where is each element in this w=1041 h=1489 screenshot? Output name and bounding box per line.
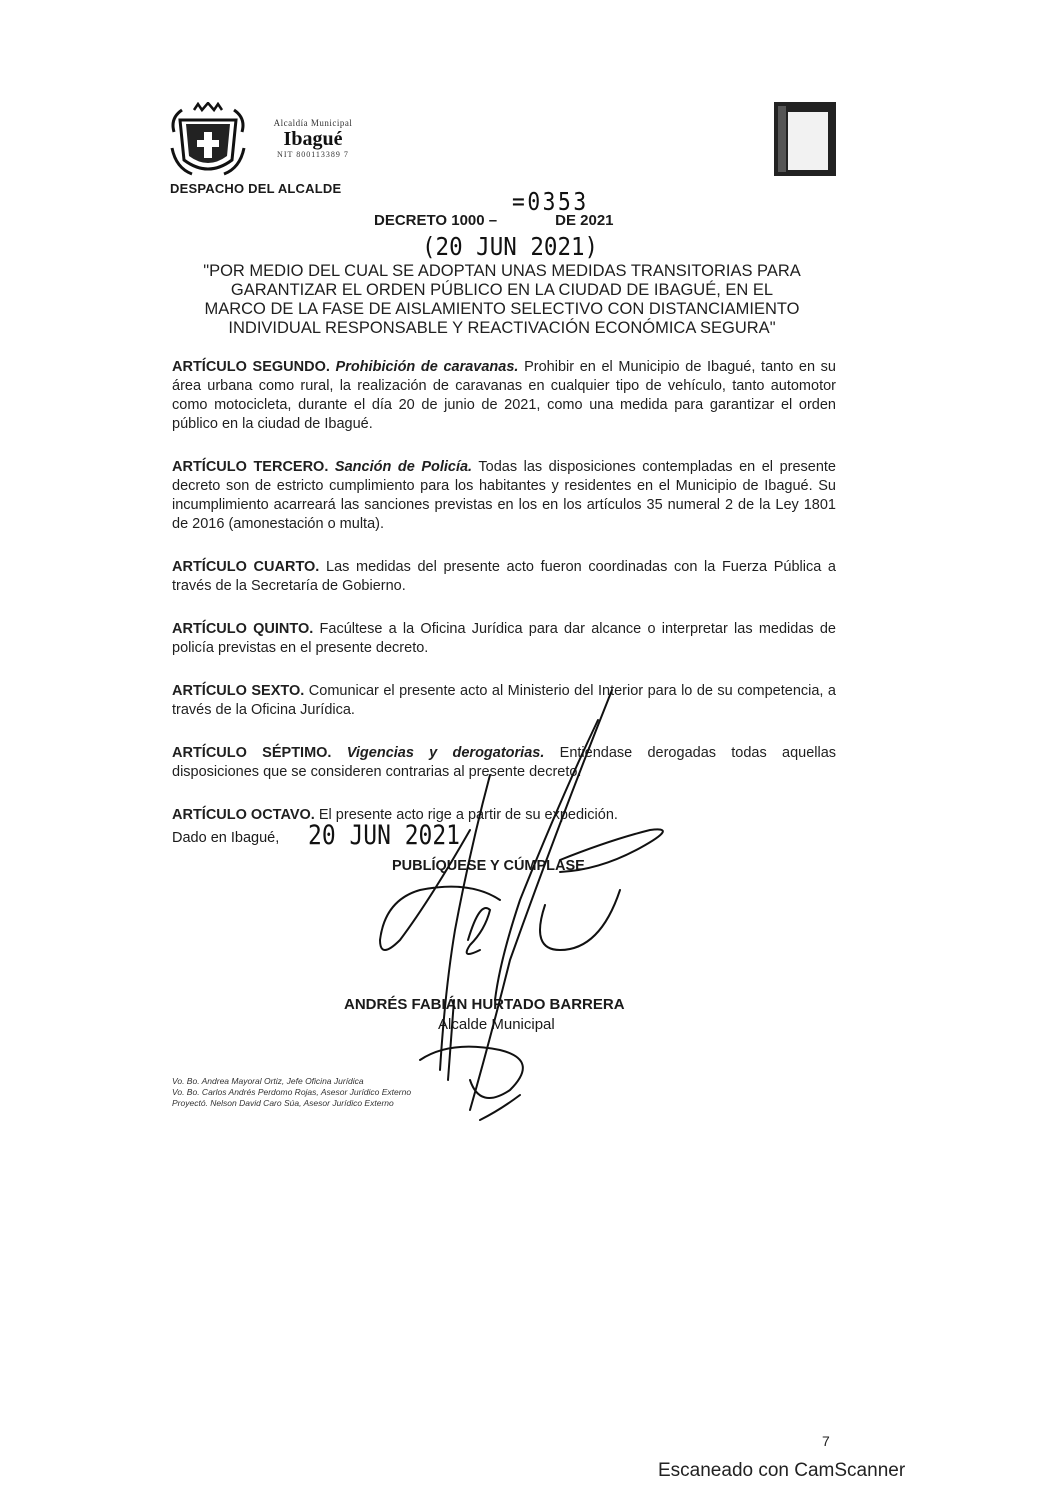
office-heading: DESPACHO DEL ALCALDE	[170, 181, 342, 196]
article-text: El presente acto rige a partir de su expedición.	[318, 807, 618, 823]
article-tercero	[172, 458, 836, 534]
article-subject: Prohibición de caravanas.	[335, 359, 519, 375]
article-heading: ARTÍCULO SEXTO.	[172, 683, 305, 699]
signer-role: Alcalde Municipal	[438, 1016, 555, 1033]
article-heading: ARTÍCULO OCTAVO.	[172, 807, 315, 823]
logo-small-text: Alcaldía Municipal	[273, 118, 353, 128]
dado-date-stamp: 20 JUN 2021	[308, 820, 460, 851]
title-line: MARCO DE LA FASE DE AISLAMIENTO SELECTIVO CON DISTANCIAMIENTO	[204, 300, 800, 318]
article-text: Facúltese a la Oficina Jurídica para dar alcance o interpretar las medidas de policía previstas en el presente decreto.	[172, 621, 836, 656]
approvals-block	[172, 1076, 411, 1109]
decree-date-stamp: (20 JUN 2021)	[422, 232, 599, 261]
publiquese-line: PUBLÍQUESE Y CÚMPLASE	[392, 858, 585, 874]
article-text: Todas las disposiciones contempladas en el presente decreto son de estricto cumplimiento para los habitantes y residentes en el Municipio de Ibagué. Su incumplimiento acarreará las sanciones previstas en los en los artículos 35 numeral 2 de la Ley 1801 de 2016 (amonestación o multa).	[172, 459, 836, 532]
logo-city-name: Ibagué	[283, 128, 343, 150]
article-heading: ARTÍCULO SÉPTIMO.	[172, 745, 332, 761]
article-septimo	[172, 744, 836, 782]
article-text: Entiéndase derogadas todas aquellas disposiciones que se consideren contrarias al presente decreto.	[172, 745, 837, 780]
title-line: "POR MEDIO DEL CUAL SE ADOPTAN UNAS MEDIDAS TRANSITORIAS PARA	[203, 262, 801, 280]
articles-body	[172, 358, 836, 844]
approval-line: Vo. Bo. Carlos Andrés Perdomo Rojas, Asesor Jurídico Externo	[172, 1087, 412, 1097]
article-heading: ARTÍCULO SEGUNDO.	[172, 359, 330, 375]
article-heading: ARTÍCULO QUINTO.	[172, 621, 314, 637]
article-octavo	[172, 806, 836, 825]
article-text: Las medidas del presente acto fueron coordinadas con la Fuerza Pública a través de la Secretaría de Gobierno.	[172, 559, 836, 594]
article-heading: ARTÍCULO CUARTO.	[172, 559, 320, 575]
article-text: Prohibir en el Municipio de Ibagué, tanto en su área urbana como rural, la realización de caravanas en cualquier tipo de vehículo, tanto automotor como motocicleta, durante el día 20 de junio de 2021, como una medida para garantizar el orden público en la ciudad de Ibagué.	[172, 359, 836, 432]
decree-title	[168, 262, 836, 338]
page-number: 7	[822, 1433, 830, 1449]
certification-stamp-icon	[774, 102, 836, 176]
dado-en-label: Dado en Ibagué,	[172, 830, 280, 846]
article-cuarto	[172, 558, 836, 596]
article-quinto	[172, 620, 836, 658]
decree-suffix: DE 2021	[555, 212, 614, 229]
decree-line	[374, 212, 614, 229]
camscanner-watermark: Escaneado con CamScanner	[658, 1460, 906, 1481]
decree-number-handwritten: =0353	[512, 187, 589, 216]
article-sexto	[172, 682, 836, 720]
coat-of-arms-icon	[170, 102, 246, 180]
decree-prefix: DECRETO 1000 –	[374, 212, 498, 229]
approval-line: Proyectó. Nelson David Caro Súa, Asesor Jurídico Externo	[172, 1098, 394, 1108]
article-segundo	[172, 358, 836, 434]
article-subject: Vigencias y derogatorias.	[346, 745, 545, 761]
logo-nit: NIT 800113389 7	[277, 150, 349, 159]
article-text: Comunicar el presente acto al Ministerio del Interior para lo de su competencia, a través de la Oficina Jurídica.	[172, 683, 836, 718]
signer-name: ANDRÉS FABIÁN HURTADO BARRERA	[344, 996, 625, 1013]
title-line: GARANTIZAR EL ORDEN PÚBLICO EN LA CIUDAD DE IBAGUÉ, EN EL	[230, 281, 774, 299]
article-subject: Sanción de Policía.	[334, 459, 473, 475]
article-heading: ARTÍCULO TERCERO.	[172, 459, 329, 475]
title-line: INDIVIDUAL RESPONSABLE Y REACTIVACIÓN ECONÓMICA SEGURA"	[228, 319, 776, 337]
municipal-logo	[170, 102, 380, 184]
approval-line: Vo. Bo. Andrea Mayoral Ortiz, Jefe Oficina Jurídica	[172, 1076, 364, 1086]
